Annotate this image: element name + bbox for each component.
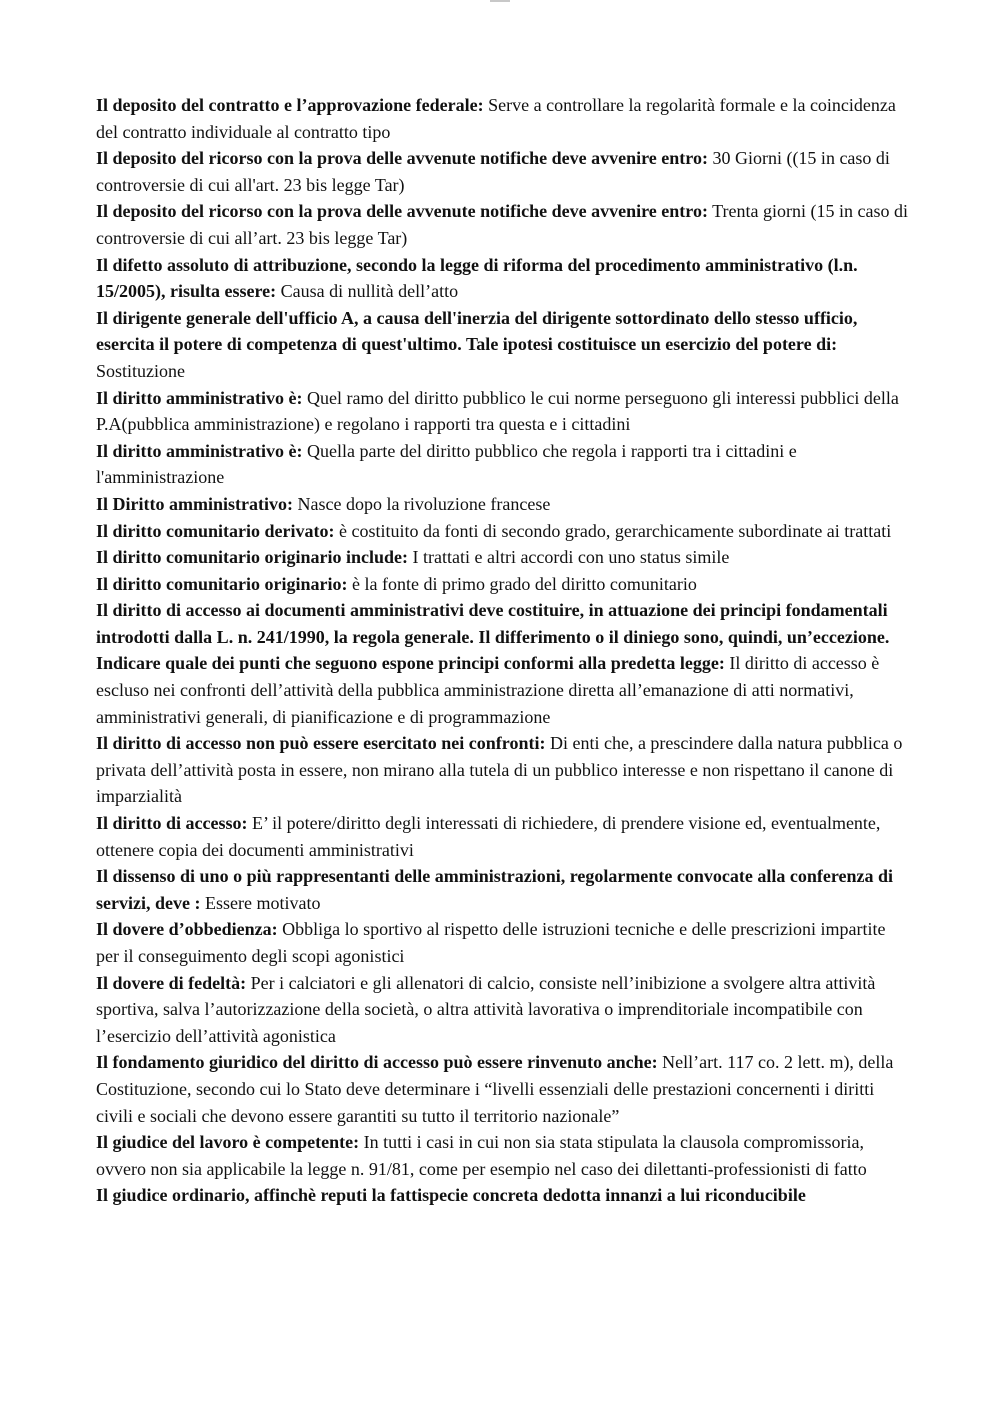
- qa-entry: [96, 1182, 908, 1209]
- entry-answer: In tutti i casi in cui non sia stata stipulata la clausola compromissoria, ovvero non sia applicabile la legge n. 91/81, come per esempio nel caso dei dilettanti-professionisti di fatto: [96, 1132, 867, 1179]
- entry-question: Il giudice del lavoro è competente:: [96, 1132, 360, 1153]
- entry-question: Il diritto di accesso:: [96, 813, 248, 834]
- qa-entry: [96, 597, 908, 730]
- qa-entry: [96, 305, 908, 385]
- entry-answer: è la fonte di primo grado del diritto comunitario: [351, 573, 697, 594]
- entry-question: Il dirigente generale dell'ufficio A, a causa dell'inerzia del dirigente sottordinato dello stesso ufficio, esercita il potere di competenza di quest'ultimo. Tale ipotesi costituisce un esercizio del potere di:: [96, 307, 858, 355]
- entry-answer: è costituito da fonti di secondo grado, gerarchicamente subordinate ai trattati: [338, 520, 892, 541]
- entry-question: Il deposito del ricorso con la prova delle avvenute notifiche deve avvenire entro:: [96, 148, 708, 169]
- qa-entry: [96, 1129, 908, 1182]
- qa-entry: [96, 730, 908, 810]
- entry-answer: I trattati e altri accordi con uno status simile: [412, 547, 730, 568]
- qa-entry: [96, 92, 908, 145]
- entry-answer: Serve a controllare la regolarità formale e la coincidenza del contratto individuale al contratto tipo: [96, 95, 896, 142]
- entry-question: Il fondamento giuridico del diritto di accesso può essere rinvenuto anche:: [96, 1052, 658, 1073]
- qa-entry: [96, 145, 908, 198]
- qa-entry: [96, 544, 908, 571]
- qa-entry: [96, 491, 908, 518]
- qa-entry: [96, 438, 908, 491]
- entry-question: Il diritto di accesso ai documenti amministrativi deve costituire, in attuazione dei principi fondamentali introdotti dalla L. n. 241/1990, la regola generale. Il differimento o il diniego sono, quindi, un’eccezione. Indicare quale dei punti che seguono espone principi conformi alla predetta legge:: [96, 600, 890, 674]
- qa-entry: [96, 518, 908, 545]
- qa-entry: [96, 810, 908, 863]
- qa-entry: [96, 252, 908, 305]
- entry-question: Il dissenso di uno o più rappresentanti delle amministrazioni, regolarmente convocate alla conferenza di servizi, deve :: [96, 866, 893, 913]
- entry-question: Il diritto comunitario originario:: [96, 573, 348, 594]
- qa-entry: [96, 198, 908, 251]
- entry-answer: Nasce dopo la rivoluzione francese: [297, 493, 551, 514]
- document-body: [96, 92, 908, 1209]
- entry-question: Il diritto amministrativo è:: [96, 387, 303, 408]
- qa-entry: [96, 1049, 908, 1129]
- entry-question: Il Diritto amministrativo:: [96, 493, 293, 514]
- entry-answer: 30 Giorni ((15 in caso di controversie di cui all'art. 23 bis legge Tar): [96, 148, 890, 195]
- entry-question: Il deposito del ricorso con la prova delle avvenute notifiche deve avvenire entro:: [96, 201, 708, 222]
- qa-entry: [96, 970, 908, 1050]
- header-mark: [490, 0, 510, 2]
- entry-answer: Obbliga lo sportivo al rispetto delle istruzioni tecniche e delle prescrizioni impartite per il conseguimento degli scopi agonistici: [96, 919, 886, 966]
- entry-question: Il diritto amministrativo è:: [96, 440, 303, 461]
- entry-answer: Causa di nullità dell’atto: [280, 281, 459, 302]
- entry-answer: Essere motivato: [204, 892, 321, 913]
- entry-question: Il difetto assoluto di attribuzione, secondo la legge di riforma del procedimento amministrativo (l.n. 15/2005), risulta essere:: [96, 254, 858, 302]
- qa-entry: [96, 863, 908, 916]
- entry-answer: Per i calciatori e gli allenatori di calcio, consiste nell’inibizione a svolgere altra attività sportiva, salva l’autorizzazione della società, o altra attività lavorativa o imprenditoriale incompatibile con l’esercizio dell’attività agonistica: [96, 972, 876, 1046]
- entry-answer: Quella parte del diritto pubblico che regola i rapporti tra i cittadini e l'amministrazione: [96, 440, 797, 488]
- entry-question: Il diritto di accesso non può essere esercitato nei confronti:: [96, 733, 546, 754]
- entry-answer: E’ il potere/diritto degli interessati di richiedere, di prendere visione ed, eventualmente, ottenere copia dei documenti amministrativi: [96, 813, 881, 860]
- entry-question: Il giudice ordinario, affinchè reputi la fattispecie concreta dedotta innanzi a lui riconducibile: [96, 1185, 806, 1206]
- entry-answer: Quel ramo del diritto pubblico le cui norme perseguono gli interessi pubblici della P.A(pubblica amministrazione) e regolano i rapporti tra questa e i cittadini: [96, 387, 899, 435]
- entry-answer: Trenta giorni (15 in caso di controversie di cui all’art. 23 bis legge Tar): [96, 201, 908, 248]
- qa-entry: [96, 916, 908, 969]
- entry-question: Il dovere di fedeltà:: [96, 972, 247, 993]
- entry-question: Il dovere d’obbedienza:: [96, 919, 278, 940]
- entry-answer: Sostituzione: [96, 360, 185, 381]
- entry-answer: Il diritto di accesso è escluso nei confronti dell’attività della pubblica amministrazione diretta all’emanazione di atti normativi, amministrativi generali, di pianificazione e di programmazione: [96, 653, 880, 727]
- qa-entry: [96, 571, 908, 598]
- entry-question: Il diritto comunitario derivato:: [96, 520, 335, 541]
- qa-entry: [96, 385, 908, 438]
- entry-question: Il deposito del contratto e l’approvazione federale:: [96, 95, 484, 115]
- entry-answer: Di enti che, a prescindere dalla natura pubblica o privata dell’attività posta in essere, non mirano alla tutela di un pubblico interesse e non rispettano il canone di imparzialità: [96, 733, 903, 807]
- entry-answer: Nell’art. 117 co. 2 lett. m), della Costituzione, secondo cui lo Stato deve determinare i “livelli essenziali delle prestazioni concernenti i diritti civili e sociali che devono essere garantiti su tutto il territorio nazionale”: [96, 1052, 894, 1126]
- entry-question: Il diritto comunitario originario include:: [96, 547, 408, 568]
